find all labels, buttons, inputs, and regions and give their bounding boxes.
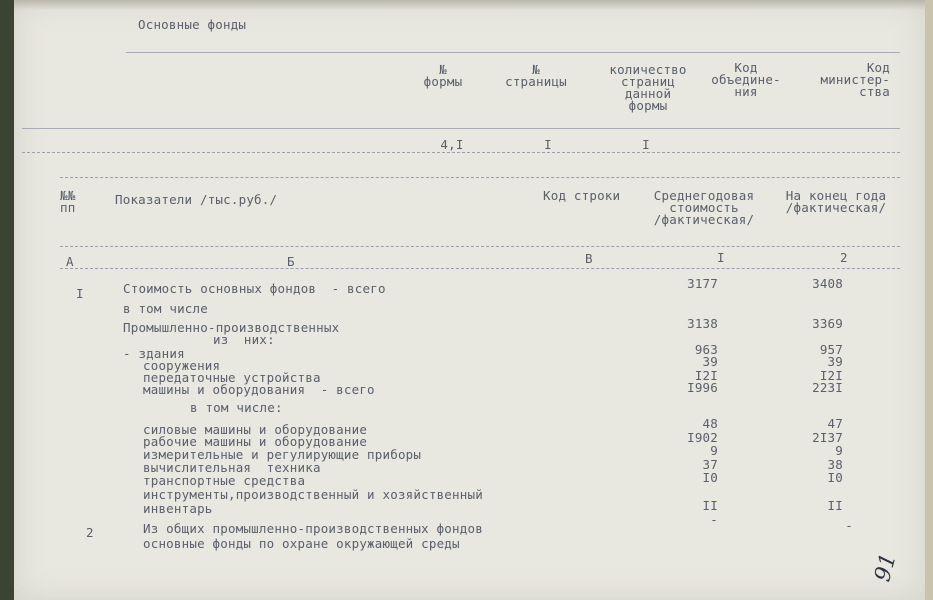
row-label: основные фонды по охране окружающей среды [143,536,460,551]
divider [22,152,900,153]
row-avg: 48 [702,416,718,431]
row-end: 9 [835,443,843,458]
pages-count-value: I [642,137,650,152]
row-label: Стоимость основных фондов - всего [123,281,386,296]
row-avg: I0 [702,470,718,485]
row-end: II [827,498,843,513]
row-avg: I902 [687,430,718,445]
divider [60,177,900,178]
row-end: 47 [827,416,843,431]
row-label: передаточные устройства [143,370,321,385]
row-end: I2I [819,368,843,383]
col-num-2: 2 [840,250,848,265]
row-avg: 963 [694,342,718,357]
association-code-label: Код объедине- ния [711,60,781,99]
row-avg: II [702,498,718,513]
row-num: 2 [86,525,94,540]
row-label: в том числе [123,301,208,316]
row-label: инвентарь [143,501,213,516]
col-letter-a: А [66,254,74,269]
form-no-value: 4,I [440,137,464,152]
row-avg: 3177 [687,276,718,291]
row-label: транспортные средства [143,473,306,488]
document-title: Основные фонды [138,17,247,32]
row-avg: - [710,512,718,527]
col-avg-label: Среднегодовая стоимость /фактическая/ [653,188,755,227]
col-num-1: I [717,250,725,265]
divider [60,246,900,247]
row-end: 3369 [812,316,843,331]
row-avg: 37 [702,457,718,472]
row-label: в том числе: [190,400,283,415]
divider [22,128,900,129]
ministry-code-label: Код министер- ства [820,60,890,99]
row-label: сооружения [143,358,221,373]
row-num: I [76,286,84,301]
handwritten-page-number: 91 [870,550,902,585]
row-label: Из общих промышленно-производственных фондов [143,521,483,536]
row-label: машины и оборудования - всего [143,382,375,397]
row-avg: 9 [710,443,718,458]
page-no-label: № страницы [505,62,567,89]
row-label: Промышленно-производственных [123,320,340,335]
row-avg: I996 [687,380,718,395]
col-line-code-label: Код строки [543,188,621,203]
row-end: 38 [827,457,843,472]
divider [60,268,900,269]
col-end-label: На конец года /фактическая/ [785,188,887,215]
col-letter-v: В [585,251,593,266]
page-no-value: I [544,137,552,152]
page-edge [925,0,933,600]
form-no-label: № формы [423,62,463,89]
row-end: I0 [827,470,843,485]
col-indicator-label: Показатели /тыс.руб./ [115,192,278,207]
row-end: 39 [827,354,843,369]
page-top-shadow [14,0,925,10]
row-label: - здания [123,346,185,361]
row-label: силовые машины и оборудование [143,422,368,437]
row-end: 3408 [812,276,843,291]
row-label: рабочие машины и оборудование [143,434,368,449]
row-end: 2I37 [812,430,843,445]
divider [126,52,900,53]
row-label: инструменты,производственный и хозяйственный [143,487,483,502]
row-avg: 39 [702,354,718,369]
col-letter-b: Б [287,254,295,269]
row-label: измерительные и регулирующие приборы [143,447,422,462]
row-end: - [845,518,853,533]
row-avg: I2I [694,368,718,383]
col-num-label: №№ пп [60,188,76,215]
row-label: из них: [213,332,275,347]
pages-count-label: количество страниц данной формы [609,62,687,113]
row-label: вычислительная техника [143,460,321,475]
row-end: 957 [819,342,843,357]
row-end: 223I [812,380,843,395]
row-avg: 3138 [687,316,718,331]
